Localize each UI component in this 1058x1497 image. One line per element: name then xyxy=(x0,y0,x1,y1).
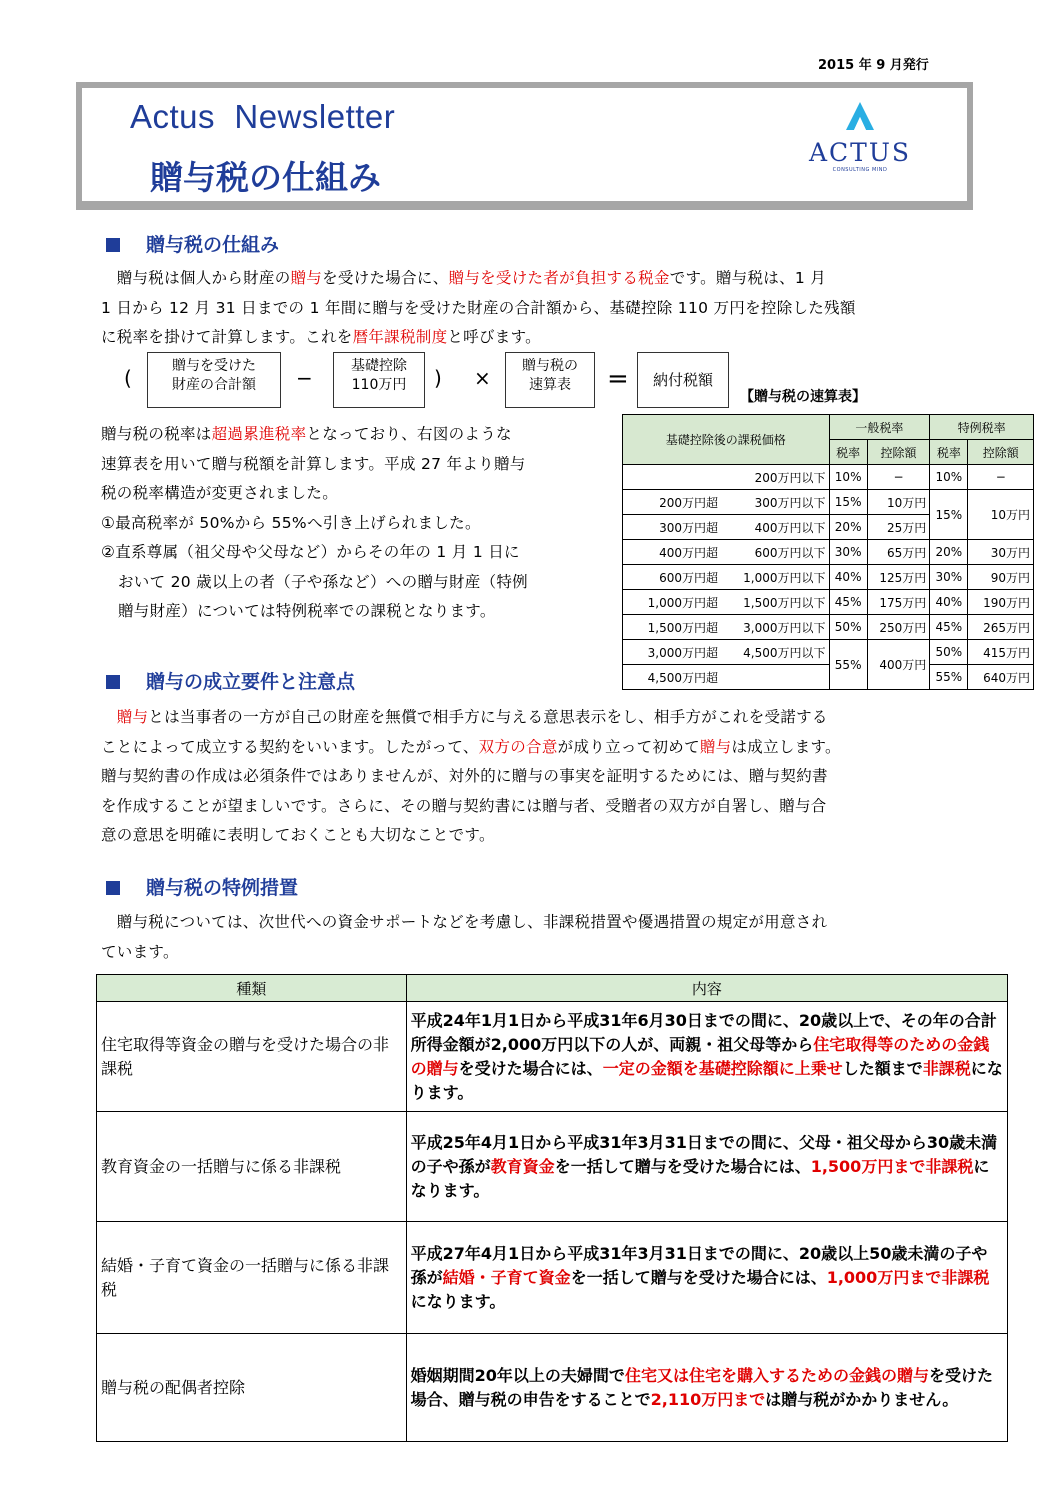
intro-paragraph: 贈与税は個人から財産の贈与を受けた場合に、贈与を受けた者が負担する税金です。贈与税は、1 月 1 日から 12 月 31 日までの 1 年間に贈与を受けた財産の合計額から、基礎控除 110 万円を控除した残額 に税率を掛けて計算します。これを暦年課税制度と呼びます。 xyxy=(101,269,856,346)
kind-cell: 結婚・子育て資金の一括贈与に係る非課税 xyxy=(97,1222,407,1334)
special-deduction-cell: 640万円 xyxy=(968,665,1034,690)
special-deduction-cell: 90万円 xyxy=(968,565,1034,590)
rate-paragraph: 贈与税の税率は超過累進税率となっており、右図のような 速算表を用いて贈与税額を計算します。平成 27 年より贈与 税の税率構造が変更されました。 ①最高税率が 50%から 55%へ引き上げられました。 ②直系尊属（祖父母や父母など）からその年の 1 月 1 日に おいて 20 歳以上の者（子や孫など）への贈与財産（特例 贈与財産）については特例税率での課税となります。 xyxy=(101,425,528,620)
table-row xyxy=(623,640,1034,665)
special-rate-cell: 15% xyxy=(930,490,968,540)
table-row xyxy=(623,665,1034,690)
special-rate-cell: 30% xyxy=(930,565,968,590)
range-cell: 600万円超 1,000万円以下 xyxy=(623,565,830,590)
logo-wordmark: ACTUS xyxy=(808,138,912,167)
general-deduction-cell: 250万円 xyxy=(867,615,929,640)
general-rate-cell: 15% xyxy=(829,490,867,515)
range-cell: 400万円超 600万円以下 xyxy=(623,540,830,565)
special-measures-table xyxy=(96,974,1008,1442)
range-cell: 1,500万円超 3,000万円以下 xyxy=(623,615,830,640)
content-cell: 平成24年1月1日から平成31年6月30日までの間に、20歳以上で、その年の合計所得金額が2,000万円以下の人が、両親・祖父母等から住宅取得等のための金銭の贈与を受けた場合には、一定の金額を基礎控除額に上乗せした額まで非課税になります。 xyxy=(406,1002,1007,1112)
content-cell: 平成25年4月1日から平成31年3月31日までの間に、父母・祖父母から30歳未満の子や孫が教育資金を一括して贈与を受けた場合には、1,500万円まで非課税になります。 xyxy=(406,1112,1007,1222)
formula-minus: − xyxy=(296,366,313,390)
logo-tagline: CONSULTING MIND xyxy=(832,167,888,173)
kind-cell: 住宅取得等資金の贈与を受けた場合の非課税 xyxy=(97,1002,407,1112)
col-header-kind: 種類 xyxy=(97,975,407,1002)
content-cell: 平成27年4月1日から平成31年3月31日までの間に、20歳以上50歳未満の子や孫が結婚・子育て資金を一括して贈与を受けた場合には、1,000万円まで非課税になります。 xyxy=(406,1222,1007,1334)
range-cell: 300万円超 400万円以下 xyxy=(623,515,830,540)
newsletter-title: Actus Newsletter xyxy=(130,98,396,135)
speed-header-deduction: 控除額 xyxy=(968,440,1034,465)
special-intro-paragraph: 贈与税については、次世代への資金サポートなどを考慮し、非課税措置や優遇措置の規定が用意され ています。 xyxy=(101,913,828,961)
general-rate-cell: 50% xyxy=(829,615,867,640)
table-row xyxy=(623,615,1034,640)
speed-header-special: 特例税率 xyxy=(930,415,1034,440)
square-bullet-icon xyxy=(106,881,120,895)
speed-header-rate: 税率 xyxy=(829,440,867,465)
range-cell: 1,000万円超 1,500万円以下 xyxy=(623,590,830,615)
general-deduction-cell: 10万円 xyxy=(867,490,929,515)
actus-logo-mark-icon xyxy=(842,100,878,132)
general-rate-cell: 10% xyxy=(829,465,867,490)
general-deduction-cell: − xyxy=(867,465,929,490)
special-deduction-cell: 190万円 xyxy=(968,590,1034,615)
speed-header-deduction: 控除額 xyxy=(867,440,929,465)
formula-box-basic-deduction: 基礎控除 110万円 xyxy=(333,352,425,408)
range-cell: 200万円以下 xyxy=(623,465,830,490)
formula-box-gift-total: 贈与を受けた 財産の合計額 xyxy=(147,352,281,408)
general-deduction-cell: 400万円 xyxy=(867,640,929,690)
range-cell: 4,500万円超 xyxy=(623,665,830,690)
actus-logo xyxy=(800,100,920,180)
table-row xyxy=(623,465,1034,490)
section-heading-requirements: 贈与の成立要件と注意点 xyxy=(106,667,355,694)
range-cell: 3,000万円超 4,500万円以下 xyxy=(623,640,830,665)
speed-table xyxy=(622,414,1034,690)
section-heading-special-measures: 贈与税の特例措置 xyxy=(106,873,298,900)
col-header-content: 内容 xyxy=(406,975,1007,1002)
general-deduction-cell: 25万円 xyxy=(867,515,929,540)
issue-date: 2015 年 9 月発行 xyxy=(818,58,929,73)
special-rate-cell: 55% xyxy=(930,665,968,690)
general-deduction-cell: 125万円 xyxy=(867,565,929,590)
kind-cell: 教育資金の一括贈与に係る非課税 xyxy=(97,1112,407,1222)
content-cell: 婚姻期間20年以上の夫婦間で住宅又は住宅を購入するための金銭の贈与を受けた場合、贈与税の申告をすることで2,110万円までは贈与税がかかりません。 xyxy=(406,1334,1007,1442)
gift-paragraph: 贈与とは当事者の一方が自己の財産を無償で相手方に与える意思表示をし、相手方がこれを受諾する ことによって成立する契約をいいます。したがって、双方の合意が成り立って初めて贈与は成立します。 贈与契約書の作成は必須条件ではありませんが、対外的に贈与の事実を証明するためには、贈与契約書 を作成することが望ましいです。さらに、その贈与契約書には贈与者、受贈者の双方が自署し、贈与合 意の意思を明確に表明しておくことも大切なことです。 xyxy=(101,708,841,844)
square-bullet-icon xyxy=(106,238,120,252)
section-heading-mechanism: 贈与税の仕組み xyxy=(106,230,279,257)
special-rate-cell: 40% xyxy=(930,590,968,615)
general-rate-cell: 40% xyxy=(829,565,867,590)
table-row xyxy=(97,1334,1008,1442)
general-rate-cell: 30% xyxy=(829,540,867,565)
general-rate-cell: 55% xyxy=(829,640,867,690)
special-deduction-cell: 30万円 xyxy=(968,540,1034,565)
general-rate-cell: 20% xyxy=(829,515,867,540)
special-deduction-cell: 415万円 xyxy=(968,640,1034,665)
formula-box-tax-payable: 納付税額 xyxy=(637,352,729,408)
special-rate-cell: 45% xyxy=(930,615,968,640)
table-row xyxy=(623,590,1034,615)
special-deduction-cell: 265万円 xyxy=(968,615,1034,640)
formula-close-paren: ) xyxy=(434,366,442,390)
speed-table-caption: 【贈与税の速算表】 xyxy=(740,389,866,405)
square-bullet-icon xyxy=(106,675,120,689)
speed-header-rate: 税率 xyxy=(930,440,968,465)
newsletter-subtitle: 贈与税の仕組み xyxy=(150,158,381,197)
range-cell: 200万円超 300万円以下 xyxy=(623,490,830,515)
formula-box-speed-table: 贈与税の 速算表 xyxy=(505,352,595,408)
special-rate-cell: 20% xyxy=(930,540,968,565)
table-row xyxy=(623,565,1034,590)
special-deduction-cell: − xyxy=(968,465,1034,490)
table-row xyxy=(623,540,1034,565)
special-deduction-cell: 10万円 xyxy=(968,490,1034,540)
general-rate-cell: 45% xyxy=(829,590,867,615)
general-deduction-cell: 65万円 xyxy=(867,540,929,565)
speed-header-base: 基礎控除後の課税価格 xyxy=(623,415,830,465)
formula-open-paren: ( xyxy=(124,366,132,390)
formula-times: × xyxy=(474,366,491,390)
kind-cell: 贈与税の配偶者控除 xyxy=(97,1334,407,1442)
special-rate-cell: 10% xyxy=(930,465,968,490)
special-rate-cell: 50% xyxy=(930,640,968,665)
general-deduction-cell: 175万円 xyxy=(867,590,929,615)
table-row xyxy=(623,490,1034,515)
table-row xyxy=(97,1002,1008,1112)
formula-equals: = xyxy=(607,364,629,394)
speed-header-general: 一般税率 xyxy=(829,415,930,440)
table-row xyxy=(97,1112,1008,1222)
table-row xyxy=(97,1222,1008,1334)
